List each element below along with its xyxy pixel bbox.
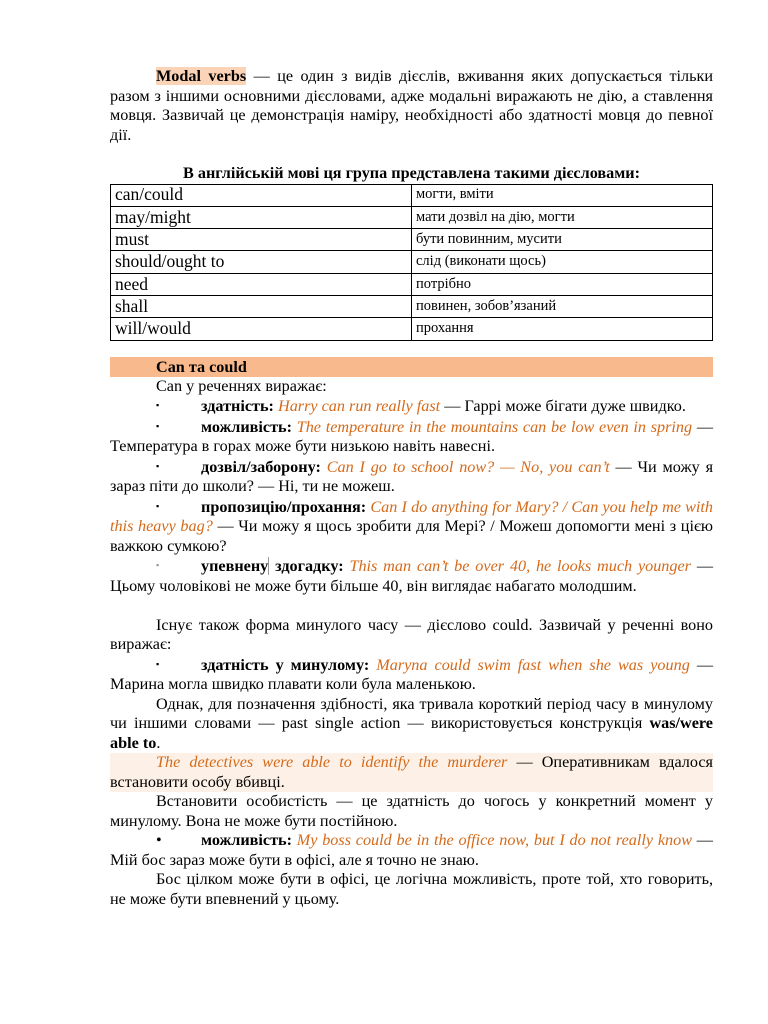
square-bullet-icon: ▪ <box>156 460 160 471</box>
table-cell-ua: слід (виконати щось) <box>412 251 713 273</box>
item-label: можливість: <box>201 417 292 436</box>
translation-text: — Чи можу я щось зробити для Мері? / Можеш допомогти мені з цією важкою сумкою? <box>110 517 713 555</box>
square-bullet-icon: ▪ <box>156 560 160 571</box>
section-heading-can-could: Can та could <box>110 357 713 377</box>
table-row <box>111 318 713 340</box>
example-text: This man can’t be over 40, he looks much younger <box>349 557 691 576</box>
square-bullet-icon: ▪ <box>156 500 160 511</box>
example-text: The detectives were able to identify the murderer <box>156 753 508 772</box>
bullet-past-ability <box>110 655 713 695</box>
table-cell-ua: мати дозвіл на дію, могти <box>412 206 713 228</box>
item-label: пропозицію/прохання: <box>201 497 367 516</box>
square-bullet-icon: ▪ <box>156 400 160 411</box>
bullet-boss <box>110 831 713 870</box>
table-cell-en: will/would <box>111 318 412 340</box>
example-text: The temperature in the mountains can be low even in spring <box>296 417 693 436</box>
identify-note: Встановити особистість — це здатність до чогось у конкретний момент у минулому. Вона не може бути постійною. <box>110 792 713 830</box>
item-label: здатність у минулому: <box>201 655 370 674</box>
bullet-offer <box>110 497 713 557</box>
detectives-example <box>110 753 713 792</box>
example-text: My boss could be in the office now, but I do not really know <box>296 831 693 850</box>
table-cell-ua: могти, вміти <box>412 184 713 206</box>
example-text: Maryna could swim fast when she was young <box>376 655 690 674</box>
bullet-permission <box>110 457 713 497</box>
table-row <box>111 206 713 228</box>
table-cell-ua: прохання <box>412 318 713 340</box>
table-cell-en: shall <box>111 295 412 317</box>
example-text: Can I go to school now? — No, you can’t <box>326 457 610 476</box>
dot-bullet-icon: • <box>156 831 162 850</box>
item-label: дозвіл/заборону: <box>201 457 321 476</box>
table-cell-en: should/ought to <box>111 251 412 273</box>
example-text: Can I do anything for Mary? / Can you help me with this heavy bag? <box>110 497 714 536</box>
final-note: Бос цілком може бути в офісі, це логічна можливість, проте той, хто говорить, не може бути впевнений у цьому. <box>110 870 713 908</box>
past-intro: Існує також форма минулого часу — дієслово could. Зазвичай у реченні воно виражає: <box>110 615 713 654</box>
example-text: Harry can run really fast <box>278 397 441 416</box>
bullet-ability <box>110 396 713 417</box>
table-row <box>111 251 713 273</box>
translation-text: — Гаррі може бігати дуже швидко. <box>440 397 686 416</box>
table-cell-ua: повинен, зобов’язаний <box>412 295 713 317</box>
table-cell-en: may/might <box>111 206 412 228</box>
intro-paragraph <box>110 67 713 145</box>
was-were-able-to: was/were able to <box>110 714 713 752</box>
document-body <box>110 67 713 909</box>
translation-text: — Марина могла швидко плавати коли була маленькою. <box>110 655 714 694</box>
item-label: упевнену здогадку: <box>201 557 344 576</box>
intro-term: Modal verbs <box>156 67 247 85</box>
table-row <box>111 229 713 251</box>
translation-text: — Чи можу я зараз піти до школи? — Ні, ти не можеш. <box>110 457 714 496</box>
table-title: В англійській мові ця група представлена такими дієсловами: <box>183 164 640 182</box>
table-cell-ua: потрібно <box>412 273 713 295</box>
can-intro: Can у реченнях виражає: <box>156 376 327 395</box>
item-label: можливість: <box>201 831 292 850</box>
intro-text: — це один з видів дієслів, вживання яких допускається тільки разом з іншими основними дієсловами, адже модальні виражають не дію, а ставлення мовця. Зазвичай це демонстрація наміру, необхідності або здатності мовця до певної дії. <box>110 67 714 144</box>
bullet-possibility <box>110 417 713 457</box>
bullet-guess <box>110 556 713 596</box>
paragraph-spacer <box>110 596 713 616</box>
translation-text: — Цьому чоловікові не може бути більше 40, він виглядає набагато молодшим. <box>110 557 714 595</box>
table-cell-en: must <box>111 229 412 251</box>
however-paragraph: Однак, для позначення здібності, яка тривала короткий період часу в минулому чи іншими словами — past single action — використовується конструкція was/were able to. <box>110 694 713 752</box>
translation-text: — Оперативникам вдалося встановити особу вбивці. <box>110 753 713 791</box>
square-bullet-icon: ▪ <box>156 658 160 669</box>
table-row <box>111 273 713 295</box>
table-cell-en: need <box>111 273 412 295</box>
table-row <box>111 184 713 206</box>
table-cell-ua: бути повинним, мусити <box>412 229 713 251</box>
translation-text: — Мій бос зараз може бути в офісі, але я точно не знаю. <box>110 831 713 869</box>
modal-verbs-table <box>110 184 713 341</box>
square-bullet-icon: ▪ <box>156 420 160 431</box>
table-cell-en: can/could <box>111 184 412 206</box>
translation-text: — Температура в горах може бути низькою навіть навесні. <box>110 417 714 456</box>
item-label: здатність: <box>201 397 274 416</box>
table-row <box>111 295 713 317</box>
